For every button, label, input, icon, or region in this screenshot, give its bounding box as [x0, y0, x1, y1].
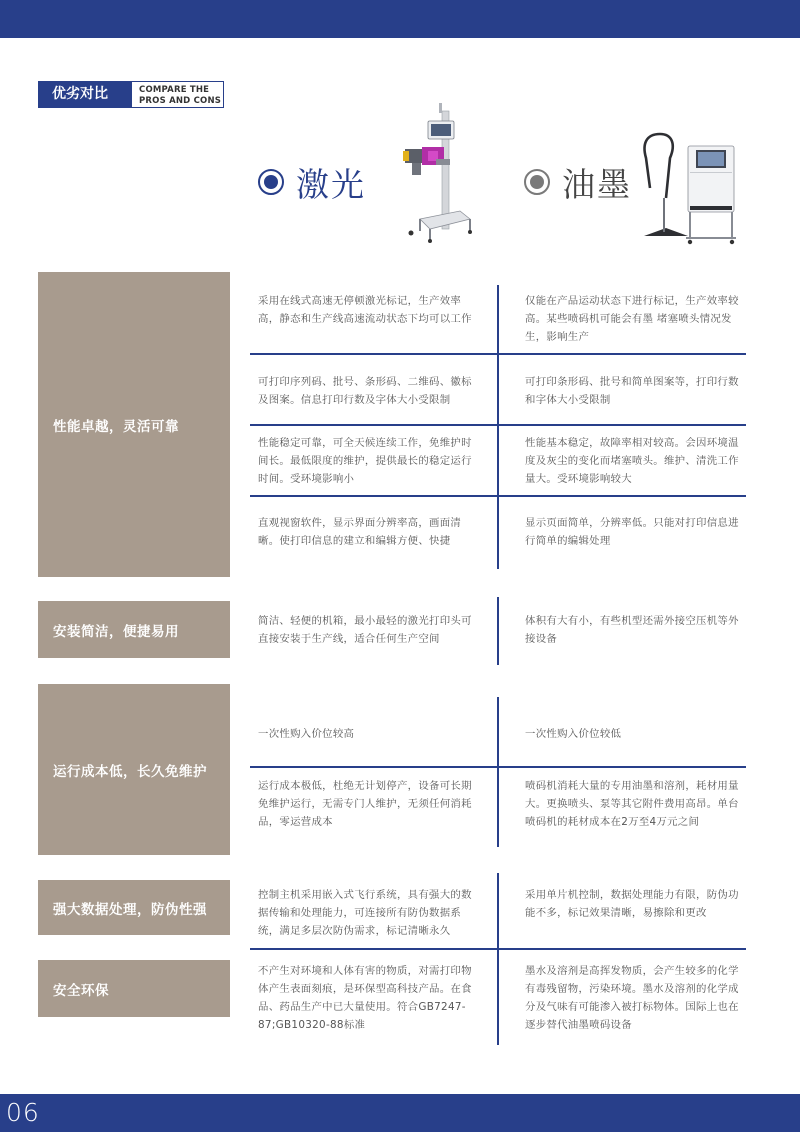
section-tag-subtitle-line1: COMPARE THE — [139, 85, 210, 95]
laser-cell-data-processing: 控制主机采用嵌入式飞行系统，具有强大的数据传输和处理能力，可连接所有防伪数据系统，满足多层次防伪需求，标记清晰永久 — [258, 889, 472, 937]
laser-cell-installation: 简洁、轻便的机箱，最小最轻的激光打印头可直接安装于生产线，适合任何生产空间 — [258, 615, 472, 645]
row-divider — [250, 948, 746, 950]
laser-cell-environment: 不产生对环境和人体有害的物质，对需打印物体产生表面刻痕，是环保型高科技产品。在食品、药品生产中已大量使用。符合GB7247-87;GB10320-88标准 — [258, 965, 472, 1031]
ink-cell-data-processing: 采用单片机控制，数据处理能力有限，防伪功能不多，标记效果清晰，易擦除和更改 — [525, 889, 739, 919]
laser-cell-software: 直观视窗软件，显示界面分辨率高，画面清晰。使打印信息的建立和编辑方便、快捷 — [258, 517, 462, 547]
section-tag-title: 优劣对比 — [38, 81, 132, 108]
radio-selected-icon — [258, 169, 284, 195]
section-tag — [38, 81, 224, 108]
ink-column-header — [524, 162, 632, 202]
row-divider — [250, 424, 746, 426]
column-divider — [497, 873, 499, 1045]
column-divider — [497, 697, 499, 847]
column-divider — [497, 285, 499, 569]
laser-cell-stability: 性能稳定可靠，可全天候连续工作，免维护时间长。最低限度的维护，提供最长的稳定运行时间。受环境影响小 — [258, 437, 472, 485]
category-performance: 性能卓越，灵活可靠 — [38, 272, 230, 577]
laser-label: 激光 — [296, 164, 366, 204]
top-banner — [0, 0, 800, 38]
laser-cell-purchase-price: 一次性购入价位较高 — [258, 728, 355, 740]
ink-cell-software: 显示页面简单，分辨率低。只能对打印信息进行简单的编辑处理 — [525, 517, 739, 547]
row-divider — [250, 495, 746, 497]
ink-cell-stability: 性能基本稳定，故障率相对较高。会因环境温度及灰尘的变化而堵塞喷头。维护、清洗工作量大。受环境影响较大 — [525, 437, 739, 485]
page-number: 06 — [6, 1098, 40, 1127]
ink-label: 油墨 — [562, 164, 632, 204]
category-environment: 安全环保 — [38, 960, 230, 1017]
row-divider — [250, 353, 746, 355]
laser-cell-running-cost: 运行成本极低，杜绝无计划停产，设备可长期免维护运行，无需专门人维护，无须任何消耗品，零运营成本 — [258, 780, 472, 828]
ink-cell-speed: 仅能在产品运动状态下进行标记，生产效率较高。某些喷码机可能会有墨 堵塞喷头情况发生，影响生产 — [525, 295, 739, 343]
laser-column-header — [258, 162, 366, 202]
section-tag-subtitle-line2: PROS AND CONS — [139, 96, 222, 106]
ink-cell-purchase-price: 一次性购入价位较低 — [525, 728, 622, 740]
category-operating-cost: 运行成本低，长久免维护 — [38, 684, 230, 855]
laser-cell-codes: 可打印序列码、批号、条形码、二维码、徽标及图案。信息打印行数及字体大小受限制 — [258, 376, 472, 406]
ink-cell-codes: 可打印条形码、批号和简单图案等，打印行数和字体大小受限制 — [525, 376, 739, 406]
laser-marking-machine-icon — [398, 103, 476, 243]
column-divider — [497, 597, 499, 665]
ink-cell-environment: 墨水及溶剂是高挥发物质，会产生较多的化学有毒残留物，污染环境。墨水及溶剂的化学成分及气味有可能渗入被打标物体。国际上也在逐步替代油墨喷码设备 — [525, 965, 739, 1031]
bottom-banner — [0, 1094, 800, 1132]
ink-cell-installation: 体积有大有小，有些机型还需外接空压机等外接设备 — [525, 615, 739, 645]
category-data-processing: 强大数据处理，防伪性强 — [38, 880, 230, 935]
inkjet-printer-icon — [636, 128, 740, 246]
laser-cell-speed: 采用在线式高速无停顿激光标记，生产效率高，静态和生产线高速流动状态下均可以工作 — [258, 295, 472, 325]
category-installation: 安装简洁，便捷易用 — [38, 601, 230, 658]
section-tag-subtitle — [132, 81, 224, 108]
ink-cell-running-cost: 喷码机消耗大量的专用油墨和溶剂，耗材用量大。更换喷头、泵等其它附件费用高昂。单台喷码机的耗材成本在2万至4万元之间 — [525, 780, 739, 828]
row-divider — [250, 766, 746, 768]
radio-selected-icon — [524, 169, 550, 195]
